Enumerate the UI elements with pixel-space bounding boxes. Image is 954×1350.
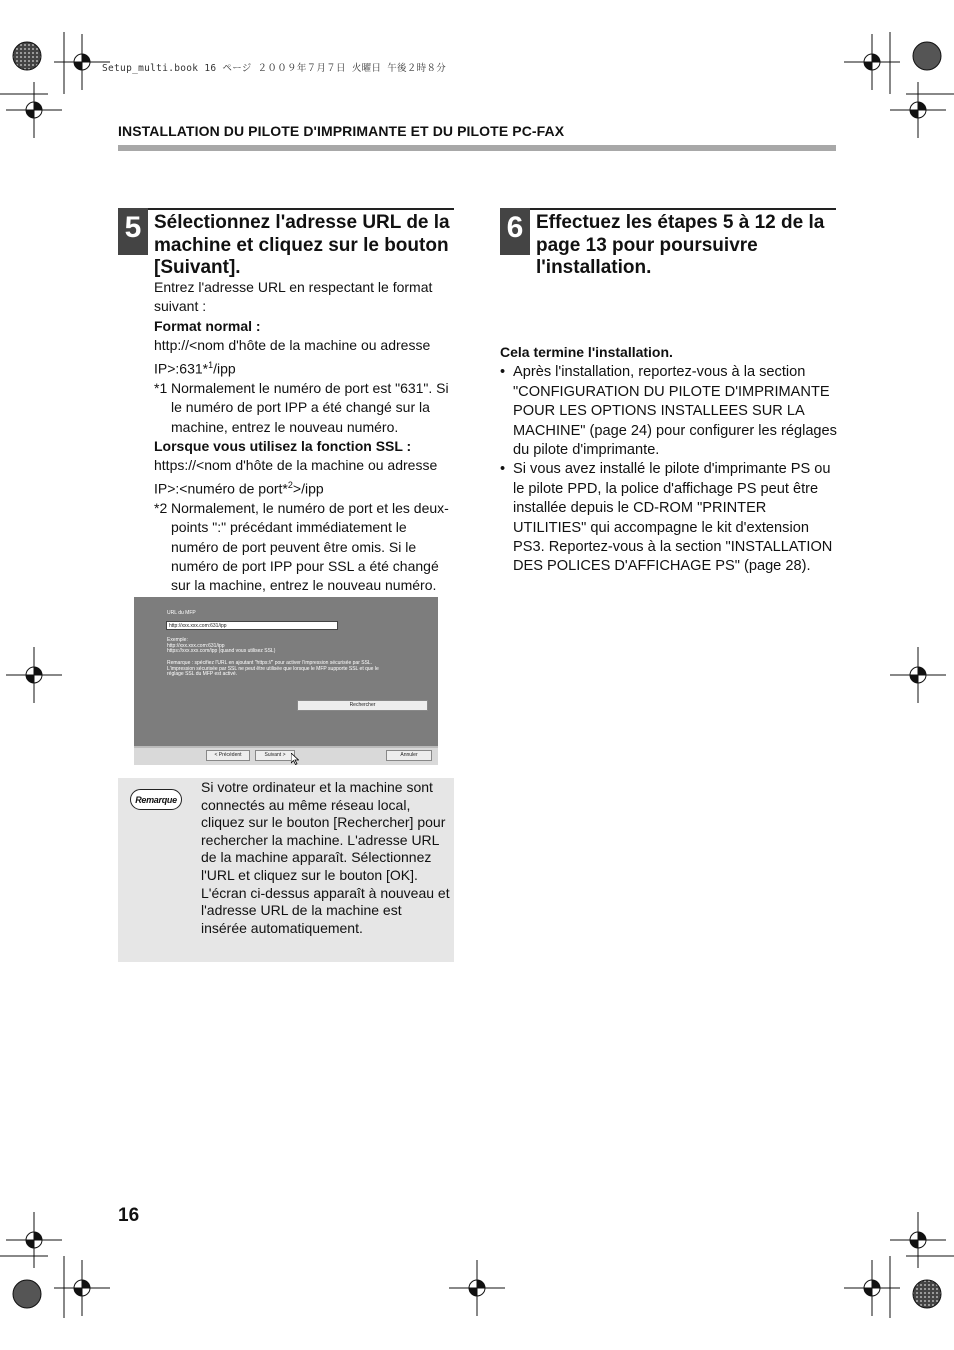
dialog-remark-text (167, 661, 379, 678)
format-normal-label: Format normal : (154, 317, 261, 334)
mouse-cursor-icon (291, 753, 299, 765)
mfp-url-field: http://xxx.xxx.com:631/ipp (166, 621, 338, 630)
step-6-title-line: l'installation. (536, 257, 652, 278)
dialog-remark-line: réglage SSL du MFP est activé. (167, 671, 238, 678)
mfp-url-label: URL du MFP (167, 610, 196, 616)
step-6-title-line: Effectuez les étapes 5 à 12 de la (536, 212, 825, 233)
step-6-number: 6 (500, 208, 530, 255)
ssl-url (154, 476, 454, 499)
bullet-dot: • (500, 461, 506, 478)
url-part: IP>:631* (154, 360, 209, 377)
step-6-title (536, 212, 846, 280)
format-normal-url: http://<nom d'hôte de la machine ou adresse (154, 337, 431, 354)
footnote-ref-2: 2 (287, 479, 293, 490)
footnote-2 (154, 499, 454, 596)
ssl-url: https://<nom d'hôte de la machine ou adresse (154, 457, 438, 474)
example-line: Exemple: (167, 637, 188, 643)
footnote-mark: *1 (154, 379, 168, 396)
step-5-body (154, 278, 454, 596)
dialog-remark-line: Remarque : spécifiez l'URL en ajoutant "https://" pour activer l'impression sécurisée par SSL. (167, 660, 373, 666)
step-6-title-line: page 13 pour poursuivre (536, 234, 758, 256)
bullet-text: Après l'installation, reportez-vous à la section "CONFIGURATION DU PILOTE D'IMPRIMANTE POUR LES OPTIONS INSTALLEES SUR LA MACHINE" (page 24) pour configurer les réglages du pilote d'imprimante. (513, 364, 837, 459)
step-6-rule (500, 208, 836, 210)
bullet-dot: • (500, 364, 506, 381)
search-button: Rechercher (297, 700, 428, 711)
dialog-button-bar (134, 746, 438, 765)
intro-line: suivant : (154, 298, 207, 315)
cancel-button: Annuler (386, 750, 432, 761)
bullet-item (500, 460, 840, 576)
page-number: 16 (118, 1205, 140, 1226)
remark-badge: Remarque (130, 789, 182, 810)
dialog-remark-line: L'impression sécurisée par SSL ne peut être utilisée que lorsque le MFP supporte SSL et que le (167, 665, 379, 672)
step-5-title-line: machine et cliquez sur le bouton (154, 234, 449, 256)
example-line: https://xxx.xxx.com/ipp (quand vous utilisez SSL) (167, 648, 276, 655)
step-5-title-line: Sélectionnez l'adresse URL de la (154, 212, 450, 233)
example-line: http://xxx.xxx.com:631/ipp (167, 642, 225, 649)
step-5-title (154, 212, 464, 280)
section-header-title: INSTALLATION DU PILOTE D'IMPRIMANTE ET DU PILOTE PC-FAX (118, 123, 565, 139)
footnote-ref-1: 1 (208, 359, 214, 370)
format-normal-url (154, 356, 454, 379)
back-button: < Précédent (206, 750, 250, 761)
intro-line: Entrez l'adresse URL en respectant le format (154, 279, 433, 295)
url-part: IP>:<numéro de port* (154, 480, 288, 497)
step-5-rule (118, 208, 454, 210)
step-6-body (500, 343, 840, 577)
remark-box (118, 778, 454, 962)
completion-text: Cela termine l'installation. (500, 344, 673, 360)
mfp-url-dialog-screenshot (134, 597, 438, 765)
footnote-text: Normalement, le numéro de port et les deux-points ":" précédant immédiatement le numéro de port peuvent être omis. Si le numéro de port IPP pour SSL a été changé sur la machine, entrez le nouveau numéro. (171, 499, 449, 594)
url-part: >/ipp (292, 480, 324, 497)
book-file-info: Setup_multi.book 16 ページ ２００９年７月７日 火曜日 午後２時８分 (102, 63, 447, 74)
step-5-number: 5 (118, 208, 148, 255)
bullet-item (500, 363, 840, 460)
footnote-text: Normalement le numéro de port est "631". Si le numéro de port IPP a été changé sur la machine, entrez le nouveau numéro. (171, 379, 449, 435)
ssl-label: Lorsque vous utilisez la fonction SSL : (154, 437, 412, 454)
footnote-mark: *2 (154, 499, 168, 516)
next-button: Suivant > (255, 750, 295, 761)
header-rule (118, 145, 836, 151)
step-5-title-line: [Suivant]. (154, 257, 241, 278)
example-text (167, 638, 275, 655)
url-part: /ipp (213, 360, 236, 377)
remark-text: Si votre ordinateur et la machine sont connectés au même réseau local, cliquez sur le bouton [Rechercher] pour rechercher la machine. L'adresse URL de la machine apparaît. Sélectionnez l'URL et cliquez sur le bouton [OK]. L'écran ci-dessus apparaît à nouveau et l'adresse URL de la machine est insérée automatiquement. (201, 779, 450, 936)
footnote-1 (154, 379, 454, 437)
bullet-text: Si vous avez installé le pilote d'imprimante PS ou le pilote PPD, la police d'affichage PS peut être installée depuis le CD-ROM "PRINTER UTILITIES" qui accompagne le kit d'extension PS3. Reportez-vous à la section "INSTALLATION DES POLICES D'AFFICHAGE PS" (page 28). (513, 461, 833, 575)
